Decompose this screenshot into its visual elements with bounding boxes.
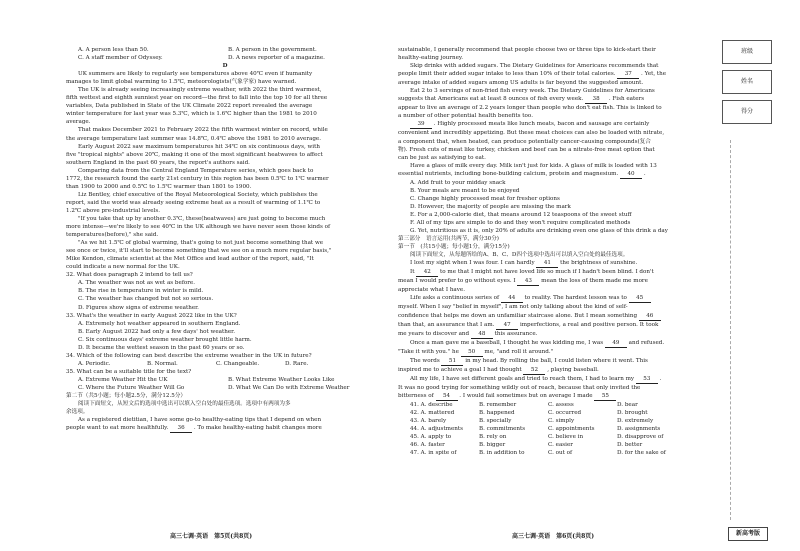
text-line: temperatures(before)," she said. [66, 232, 159, 239]
option-item: B. commitments [479, 426, 526, 433]
text-segment: people want to eat more healthfully. [66, 425, 171, 432]
option-line: B. The rise in temperature in winter is mild. [78, 288, 204, 295]
option-item: A. Periodic. [78, 360, 111, 367]
answer-blank: 55 [594, 392, 616, 401]
option-line: D. Figures show signs of extreme weather. [78, 304, 199, 311]
option-line: A. The weather was not as wet as before. [78, 280, 196, 287]
text-line [398, 392, 720, 401]
text-line: variables, Data published in State of the UK Climate 2022 report revealed the average [66, 103, 313, 110]
option-line: B. Early August 2022 had only a few days' hot weather. [78, 328, 235, 335]
text-segment: me, "and roll it around." [482, 348, 554, 355]
option-item: C. believe in [548, 434, 584, 441]
option-item: 45. A. apply to [410, 434, 452, 441]
text-line: fifth wettest and eighth sunniest year on record—the first to fall into the top 10 for all three [66, 95, 328, 102]
answer-blank: 39 [410, 120, 432, 129]
text-segment: . Yet, the [639, 71, 667, 78]
option-item: D. brought [617, 410, 648, 417]
option-a: A. Extreme Weather Hit the UK [78, 376, 168, 383]
answer-blank: 50 [461, 348, 483, 357]
text-line: 阅读下面短文，从短文后的选项中选出可以填入空白处的最佳选项。选项中有两项为多 [78, 401, 291, 408]
option-item: B. remember [479, 401, 517, 408]
option-row [398, 417, 720, 425]
option-line: A. Add fruit to your midday snack [410, 179, 506, 186]
text-line: sustainable, I generally recommend that people choose two or three tips to kick-start their [398, 47, 656, 53]
option-item: 44. A. adjustments [410, 426, 463, 433]
option-item: C. occurred [548, 410, 582, 417]
answer-blank: 41 [536, 259, 558, 268]
text-segment: mean the loss of them made me more [539, 278, 648, 285]
text-line [398, 95, 720, 104]
option-line: G. Yet, nutritious as it is, only 20% of adults are drinking even one glass of this drink a day [410, 228, 668, 235]
text-line [398, 120, 720, 129]
option-line: E. For a 2,000-calorie diet, that means around 12 teaspoons of the sweet stuff [410, 211, 632, 218]
text-line: Comparing data from the Central England Temperature series, which goes back to [78, 167, 314, 174]
option-item: C. out of [548, 450, 573, 457]
text-line: see once or twice, it'll start to become something that we see on a much more regular basis," [66, 248, 332, 255]
option-b: D. What We Can Do with Extreme Weather [228, 384, 350, 391]
answer-blank: 40 [620, 170, 642, 179]
option-item: C. appointments [548, 426, 595, 433]
text-line: 1772, the research found the early 21st century in this region has been 0.5℃ to 1℃ warmer [66, 175, 329, 182]
option-row [66, 376, 384, 384]
text-segment: mean I would prefer to go without eyes. I [398, 278, 518, 285]
text-line: 35. What can be a suitable title for the text? [66, 368, 192, 375]
binding-area [722, 40, 778, 130]
text-line: 物). Fresh cuts of meat like turkey, chicken and beef can be a nitrate-free meat option that [398, 146, 655, 153]
text-segment: bitterness of [398, 392, 436, 399]
text-line [398, 339, 720, 348]
text-segment: essential nutrients, including bone-building calcium, protein and magnesium. [398, 170, 621, 177]
text-line [398, 321, 720, 330]
text-line [398, 294, 720, 303]
option-item: B. bigger [479, 442, 506, 449]
text-line: Skip drinks with added sugars. The Dietary Guidelines for Americans recommends that [410, 63, 659, 70]
text-line: 第二节（共5小题；每小题2.5分，满分12.5分） [66, 393, 187, 400]
answer-blank: 44 [501, 294, 523, 303]
text-segment: . To make healthy-eating habit changes more [192, 425, 322, 432]
text-line [398, 375, 720, 384]
text-segment: suggests that Americans eat at least 8 ounces of fish every week. [398, 96, 586, 103]
option-item: B. happened [479, 410, 515, 417]
text-line: 34. Which of the following can best describe the extreme weather in the UK in future? [66, 352, 312, 359]
text-segment: I lost my sight when I was four. I can hardly [410, 260, 537, 267]
text-segment: The words [410, 357, 442, 364]
text-segment: , playing baseball. [545, 366, 599, 373]
text-line: 第三部分 语言运用(共两节，满分30分) [398, 236, 499, 243]
option-item: 43. A. barely [410, 418, 447, 425]
answer-blank: 43 [517, 277, 539, 286]
answer-blank: 54 [436, 392, 458, 401]
option-row [398, 433, 720, 441]
option-item: 47. A. in spite of [410, 450, 457, 457]
text-line: a number of other potential health benefits too. [398, 113, 533, 120]
edition-stamp: 新高考版 [728, 527, 768, 541]
option-item: D. extremely [617, 418, 654, 425]
option-row [398, 441, 720, 449]
name-box: 姓名 [722, 70, 772, 94]
text-line: It was no good trying for something wildly out of reach, because that only invited the [398, 384, 641, 391]
answer-blank: 49 [605, 339, 627, 348]
text-line: can be just as satisfying to eat. [398, 154, 486, 161]
text-line [398, 170, 720, 179]
text-line: "As we hit 1.5℃ of global warming, that's going to not just become something that we [78, 240, 324, 247]
text-segment: "Take it with you." he [398, 348, 461, 355]
option-line: B. Your meals are meant to be enjoyed [410, 187, 520, 194]
option-item: B. Normal. [147, 360, 178, 367]
text-line [66, 424, 384, 433]
answer-blank: 46 [639, 312, 661, 321]
option-item: D. for the sake of [617, 450, 666, 457]
text-line: manages to limit global warming to 1.5℃, meteorologists(气象学家) have warned. [66, 79, 297, 86]
option-item: D. assignments [617, 426, 661, 433]
answer-blank: 36 [170, 424, 192, 433]
text-segment: than that, an assurance that I am. [398, 321, 497, 328]
answer-blank: 48 [471, 330, 493, 339]
text-line: Have a glass of milk every day. Milk isn't just for kids. A glass of milk is loaded with 13 [410, 162, 657, 169]
text-segment: Once a man gave me a baseball, I thought he was kidding me, I was [410, 339, 605, 346]
text-segment: All my life, I have set different goals and tried to reach them, I had to learn my [410, 375, 636, 382]
text-line: average intake of added sugars among US adults is far beyond the suggested amount. [398, 80, 644, 87]
text-line: appear to live an average of 2.2 years longer than people who don't eat fish. This is linked to [398, 105, 662, 112]
text-segment: It [410, 269, 417, 276]
option-item: D. Rare. [285, 360, 309, 367]
text-segment: Life asks a continuous series of [410, 295, 501, 302]
text-segment: . Highly processed meats like lunch meats, bacon and sausage are certainly [432, 121, 650, 128]
text-line: could indicate a new normal for the UK. [66, 264, 180, 271]
option-line: C. Change highly processed meat for fresher options [410, 195, 560, 202]
text-line: Liz Bentley, chief executive of the Royal Meteorological Society, which publishes the [78, 191, 318, 198]
binding-line [730, 140, 731, 520]
text-line: winter temperature for last year was 5.3℃, which is 1.6℃ higher than the 1981 to 2010 [66, 111, 317, 118]
option-b: D. A news reporter of a magazine. [228, 55, 325, 62]
text-line: convenient and incredibly appetizing. But these meat choices can also be loaded with nitrate, [398, 130, 665, 137]
text-line: report, said the world was already seeing extreme heat as a result of warming of 1.1℃ to [66, 199, 321, 206]
text-segment: the brightness of sunshine. [558, 260, 638, 267]
text-segment: confidence that helps me down an unfamiliar staircase alone. But I mean something [398, 312, 639, 319]
text-line: southern England in the past 60 years, the report's authors said. [66, 159, 250, 166]
option-item: B. rely on [479, 434, 507, 441]
right-page-footer: 高三七调·英语 第6页(共8页) [512, 533, 595, 540]
option-item: C. easier [548, 442, 573, 449]
option-a: C. A staff member of Odyssey. [78, 55, 163, 62]
answer-blank: 37 [617, 70, 639, 79]
text-segment: inspired me to achieve a goal I had thought [398, 366, 524, 373]
text-line: Eat 2 to 3 servings of non-fried fish every week. The Dietary Guidelines for Americans [410, 88, 655, 95]
answer-blank: 47 [496, 321, 518, 330]
left-page-footer: 高三七调·英语 第5页(共8页) [170, 533, 253, 540]
text-segment: this assurance. [492, 330, 538, 337]
option-line: A. Extremely hot weather appeared in southern England. [78, 320, 241, 327]
answer-blank: 45 [629, 294, 651, 303]
option-item: 41. A. describe [410, 401, 453, 408]
answer-blank: 52 [523, 366, 545, 375]
text-line: appreciate what I have. [398, 287, 465, 294]
text-line [398, 366, 720, 375]
text-segment: . [642, 170, 646, 177]
answer-blank: 38 [585, 95, 607, 104]
option-row [398, 425, 720, 433]
text-line [398, 348, 720, 357]
text-segment: to me that I might not have loved life so much if I hadn't been blind. I don't [438, 269, 654, 276]
text-line [398, 330, 720, 339]
answer-blank: 42 [416, 268, 438, 277]
option-item: 46. A. faster [410, 442, 445, 449]
class-box: 班级 [722, 40, 772, 64]
text-segment: and refused. [626, 339, 665, 346]
left-column [66, 46, 384, 433]
text-line: 阅读下面短文，从每题所给的A、B、C、D四个选项中选出可以填入空白处的最佳选项。 [410, 252, 629, 259]
text-line: myself. When I say "belief in myself", I am not only talking about the kind of self- [398, 304, 628, 311]
text-line: average. [66, 119, 91, 126]
text-line: more intense—we're likely to see 40℃ in the UK although we have never seen those kinds of [66, 224, 331, 231]
option-row [66, 46, 384, 54]
option-item: B. in addition to [479, 450, 525, 457]
option-b: B. What Extreme Weather Looks Like [228, 376, 335, 383]
text-line: Mike Kendon, climate scientist at the Met Office and lead author of the report, said, "It [66, 256, 314, 263]
text-line: the average temperature last summer was 14.8℃, 0.4℃ above the 1981 to 2010 average. [66, 135, 322, 142]
text-segment: people limit their added sugar intake to less than 10% of their total calories. [398, 71, 618, 78]
option-line: D. However, the majority of people are missing the mark [410, 203, 571, 210]
option-item: D. bear [617, 401, 638, 408]
option-row [398, 409, 720, 417]
option-item: D. better [617, 442, 643, 449]
text-line: 1.2℃ above pre-industrial levels. [66, 207, 160, 214]
option-row [66, 360, 384, 368]
option-row [66, 54, 384, 62]
option-line: F. All of my tips are simple to do and they won't require complicated methods [410, 219, 631, 226]
text-line: 余选项。 [66, 409, 89, 416]
answer-blank: 51 [441, 357, 463, 366]
option-row [398, 449, 720, 457]
score-box: 得分 [722, 100, 772, 124]
text-line [398, 268, 720, 277]
text-line: The UK is already seeing increasingly extreme weather, with 2022 the third warmest, [78, 87, 322, 94]
option-item: C. simply [548, 418, 575, 425]
option-a: A. A person less than 50. [78, 47, 149, 53]
text-segment: to reality. The hardest lesson was to [522, 295, 629, 302]
text-segment: me years to discover and [398, 330, 471, 337]
answer-blank: 53 [636, 375, 658, 384]
text-line: 33. What's the weather in early August 2022 like in the UK? [66, 312, 237, 319]
text-line: 第一节 (共15小题；每小题1分，满分15分) [398, 244, 510, 251]
option-item: D. disapprove of [617, 434, 664, 441]
option-item: C. Changeable. [216, 360, 260, 367]
option-item: C. assess [548, 401, 574, 408]
option-line: C. The weather has changed but not so serious. [78, 296, 214, 303]
text-segment: . [657, 375, 662, 382]
text-segment: in my head. By rolling the ball, I could listen where it went. This [463, 357, 648, 364]
text-line: healthy-eating journey. [398, 55, 464, 62]
text-segment: . Fish eaters [607, 96, 645, 103]
option-b: B. A person in the government. [228, 47, 317, 53]
text-line [398, 70, 720, 79]
option-line: C. Six continuous days' extreme weather brought little harm. [78, 336, 252, 343]
option-item: 42. A. mattered [410, 410, 455, 417]
text-segment: imperfections, a real and positive person. It took [518, 321, 659, 328]
text-line: That makes December 2021 to February 2022 the fifth warmest winter on record, while [78, 127, 328, 134]
text-segment: . I would fail sometimes but on average I made [457, 392, 595, 399]
text-line: five "tropical nights" above 20℃, making it one of the most significant heatwaves to affect [66, 151, 323, 158]
text-line: UK summers are likely to regularly see temperatures above 40℃ even if humanity [78, 71, 313, 78]
text-line [398, 312, 720, 321]
text-line: a component that, when heated, can produce potentially cancer-causing compounds(复合 [398, 138, 651, 145]
text-line [398, 357, 720, 366]
option-row [398, 401, 720, 409]
option-row [66, 384, 384, 392]
text-line: than 1900 to 2000 and 0.5℃ to 1.5℃ warmer than 1801 to 1900. [66, 183, 252, 190]
option-a: C. Where the Future Weather Will Go [78, 384, 185, 391]
text-line: 32. What does paragraph 2 intend to tell us? [66, 272, 193, 279]
text-line [398, 277, 720, 286]
text-line: As a registered dietitian, I have some go-to healthy-eating tips that I depend on when [78, 417, 322, 424]
option-line: D. It became the wettest season in the past 60 years or so. [78, 344, 245, 351]
text-line [398, 259, 720, 268]
text-line: "If you take that up by another 0.3℃, these(heatwaves) are just going to become much [78, 215, 326, 222]
right-column [398, 46, 720, 457]
option-item: B. specially [479, 418, 512, 425]
text-line: Early August 2022 saw maximum temperatures hit 34℃ on six continuous days, with [78, 143, 320, 150]
section-heading: D [222, 63, 228, 70]
